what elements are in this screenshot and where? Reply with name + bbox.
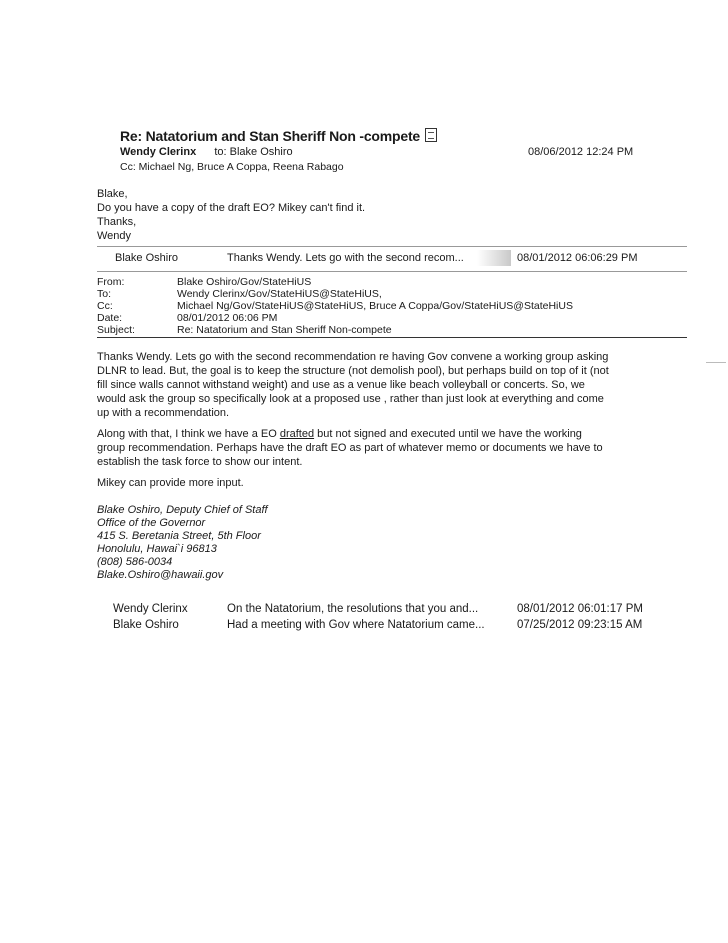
reply-line: would ask the group so specifically look at a proposed use , rather than just look at everything and come — [97, 393, 604, 405]
reply-line: establish the task force to show our intent. — [97, 456, 303, 468]
signature-line: 415 S. Beretania Street, 5th Floor — [97, 530, 261, 542]
message-line: Wendy — [97, 230, 132, 242]
cc-label: Cc: — [120, 161, 136, 173]
meta-value-date: 08/01/2012 06:06 PM — [177, 312, 278, 324]
greeting: Blake, — [97, 188, 128, 200]
header-divider — [97, 337, 687, 338]
thread-sender: Wendy Clerinx — [113, 603, 188, 615]
meta-label-from: From: — [97, 276, 125, 288]
thread-row[interactable] — [97, 603, 687, 619]
thread-date: 07/25/2012 09:23:15 AM — [517, 619, 643, 631]
reply-line: group recommendation. Perhaps have the draft EO as part of whatever memo or documents we have to — [97, 442, 603, 454]
thread-sender: Blake Oshiro — [113, 619, 179, 631]
reply-text: Along with that, I think we have a EO — [97, 428, 280, 440]
message-line: Thanks, — [97, 216, 137, 228]
meta-value-subject: Re: Natatorium and Stan Sheriff Non-compete — [177, 324, 392, 336]
snippet-fade — [477, 250, 511, 266]
signature-line: (808) 586-0034 — [97, 556, 173, 568]
prior-date: 08/01/2012 06:06:29 PM — [517, 252, 638, 264]
thread-snippet: On the Natatorium, the resolutions that you and... — [227, 603, 479, 615]
reply-paragraph-3: Mikey can provide more input. — [97, 477, 244, 489]
reply-line: up with a recommendation. — [97, 407, 230, 419]
reply-line: Thanks Wendy. Lets go with the second recommendation re having Gov convene a working group asking — [97, 351, 609, 363]
from-name[interactable]: Wendy Clerinx — [120, 146, 197, 158]
meta-label-cc: Cc: — [97, 300, 113, 312]
thread-row[interactable] — [97, 619, 687, 635]
message-line: Do you have a copy of the draft EO? Mikey can't find it. — [97, 202, 366, 214]
signature-line: Honolulu, Hawai`i 96813 — [97, 543, 217, 555]
meta-value-to: Wendy Clerinx/Gov/StateHiUS@StateHiUS, — [177, 288, 382, 300]
meta-value-from: Blake Oshiro/Gov/StateHiUS — [177, 276, 312, 288]
prior-sender: Blake Oshiro — [115, 252, 178, 264]
thread-date: 08/01/2012 06:01:17 PM — [517, 603, 643, 615]
cc-names: Michael Ng, Bruce A Coppa, Reena Rabago — [138, 161, 344, 173]
meta-label-subject: Subject: — [97, 324, 135, 336]
email-date: 08/06/2012 12:24 PM — [528, 146, 634, 158]
signature-line: Office of the Governor — [97, 517, 206, 529]
reply-line: fill since walls cannot withstand weight) and use as a venue like beach volleyball or concerts. So, we — [97, 379, 585, 391]
reply-paragraph-2 — [97, 427, 682, 469]
meta-label-date: Date: — [97, 312, 123, 324]
subject-text: Re: Natatorium and Stan Sheriff Non -compete — [120, 128, 421, 144]
thread-snippet: Had a meeting with Gov where Natatorium came... — [227, 619, 485, 631]
prior-message-bar[interactable] — [97, 246, 687, 272]
reply-text: but not signed and executed until we have the working — [314, 428, 582, 440]
prior-snippet: Thanks Wendy. Lets go with the second recom... — [227, 252, 464, 264]
meta-label-to: To: — [97, 288, 112, 300]
to-name[interactable]: Blake Oshiro — [229, 146, 293, 158]
from-to-line — [120, 146, 293, 158]
document-icon[interactable] — [425, 128, 437, 142]
to-label: to: — [214, 146, 227, 158]
signature-email[interactable]: Blake.Oshiro@hawaii.gov — [97, 569, 224, 581]
reply-paragraph-1 — [97, 350, 682, 420]
meta-value-cc: Michael Ng/Gov/StateHiUS@StateHiUS, Bruce A Coppa/Gov/StateHiUS@StateHiUS — [177, 300, 573, 312]
margin-mark — [706, 362, 726, 363]
reply-line — [97, 427, 682, 441]
email-subject — [120, 128, 437, 144]
reply-line: DLNR to lead. But, the goal is to keep the structure (not demolish pool), but perhaps build on top of it (not — [97, 365, 609, 377]
cc-line — [120, 161, 344, 173]
signature-line: Blake Oshiro, Deputy Chief of Staff — [97, 504, 268, 516]
underlined-word: drafted — [279, 428, 315, 440]
